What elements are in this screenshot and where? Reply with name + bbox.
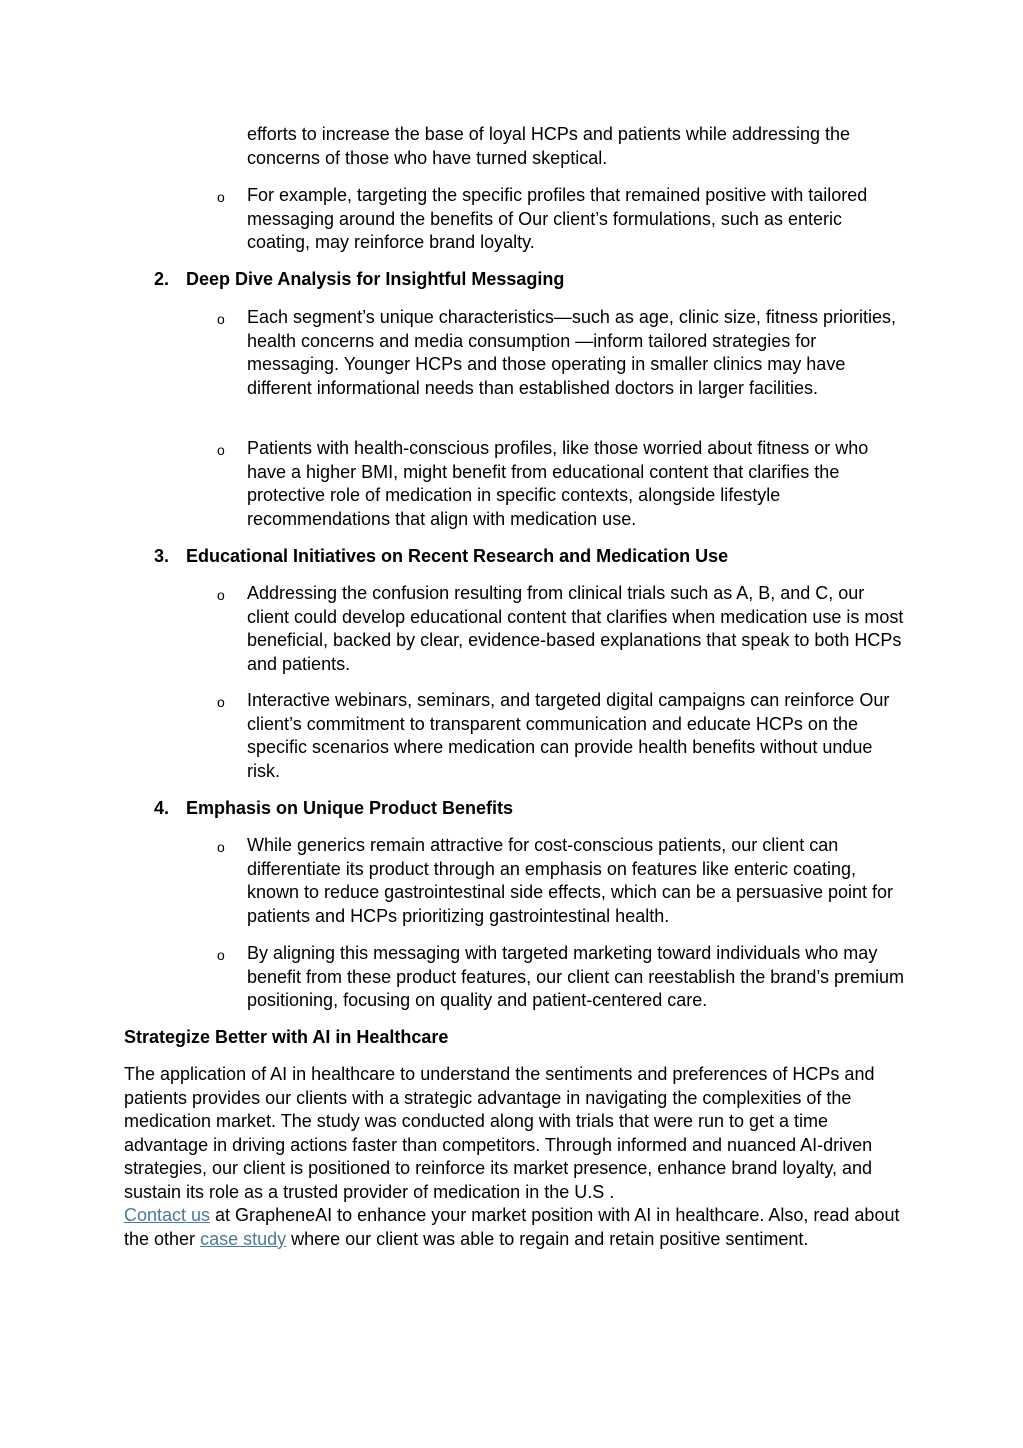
- conclusion-paragraph: The application of AI in healthcare to understand the sentiments and preferences of HCPs and patients provides our clients with a strategic advantage in navigating the complexities of the medication market. The study was conducted along with trials that were run to get a time advantage in driving actions faster than competitors. Through informed and nuanced AI-driven strategies, our client is positioned to reinforce its market presence, enhance brand loyalty, and sustain its role as a trusted provider of medication in the U.S .: [124, 1064, 875, 1202]
- sub-bullet-icon: o: [217, 694, 225, 710]
- conclusion-title: Strategize Better with AI in Healthcare: [124, 1027, 449, 1047]
- sub-bullet-icon: o: [217, 311, 225, 327]
- section-3-number: 3.: [154, 546, 170, 566]
- contact-text-2: where our client was able to regain and retain positive sentiment.: [286, 1228, 809, 1249]
- sub-bullet-icon: o: [217, 839, 225, 855]
- section-3-point-2: Interactive webinars, seminars, and targeted digital campaigns can reinforce Our client’s commitment to transparent communication and educate HCPs on the specific scenarios where medication can provide health benefits without undue risk.: [247, 690, 890, 781]
- section-4-title: Emphasis on Unique Product Benefits: [186, 798, 514, 818]
- section-2-point-1: Each segment’s unique characteristics—such as age, clinic size, fitness priorities, health concerns and media consumption —inform tailored strategies for messaging. Younger HCPs and those operating in smaller clinics may have different informational needs than established doctors in larger facilities.: [247, 307, 896, 398]
- sub-bullet-icon: o: [217, 947, 225, 963]
- section-4-number: 4.: [154, 798, 170, 818]
- sub-bullet-icon: o: [217, 189, 225, 205]
- intro-continuation-text: efforts to increase the base of loyal HCPs and patients while addressing the concerns of those who have turned skeptical.: [247, 124, 851, 168]
- section-2-number: 2.: [154, 269, 170, 289]
- case-study-link[interactable]: case study: [200, 1228, 287, 1249]
- sub-bullet-icon: o: [217, 587, 225, 603]
- section-2-title: Deep Dive Analysis for Insightful Messaging: [186, 269, 565, 289]
- intro-example-text: For example, targeting the specific profiles that remained positive with tailored messaging around the benefits of Our client’s formulations, such as enteric coating, may reinforce brand loyalty.: [247, 185, 868, 253]
- contact-us-link[interactable]: Contact us: [124, 1205, 211, 1225]
- contact-paragraph: [124, 1204, 914, 1251]
- section-4-point-1: While generics remain attractive for cost-conscious patients, our client can differentiate its product through an emphasis on features like enteric coating, known to reduce gastrointestinal side effects, which can be a persuasive point for patients and HCPs prioritizing gastrointestinal health.: [247, 835, 894, 926]
- sub-bullet-icon: o: [217, 442, 225, 458]
- section-2-point-2: Patients with health-conscious profiles, like those worried about fitness or who have a higher BMI, might benefit from educational content that clarifies the protective role of medication in specific contexts, alongside lifestyle recommendations that align with medication use.: [247, 438, 869, 529]
- section-3-point-1: Addressing the confusion resulting from clinical trials such as A, B, and C, our client could develop educational content that clarifies when medication use is most beneficial, backed by clear, evidence-based explanations that speak to both HCPs and patients.: [247, 583, 904, 674]
- section-3-title: Educational Initiatives on Recent Research and Medication Use: [186, 546, 729, 566]
- section-4-point-2: By aligning this messaging with targeted marketing toward individuals who may benefit from these product features, our client can reestablish the brand’s premium positioning, focusing on quality and patient-centered care.: [247, 943, 905, 1011]
- contact-text-1: at GrapheneAI to enhance your market position with AI in healthcare. Also, read about the other: [124, 1205, 900, 1249]
